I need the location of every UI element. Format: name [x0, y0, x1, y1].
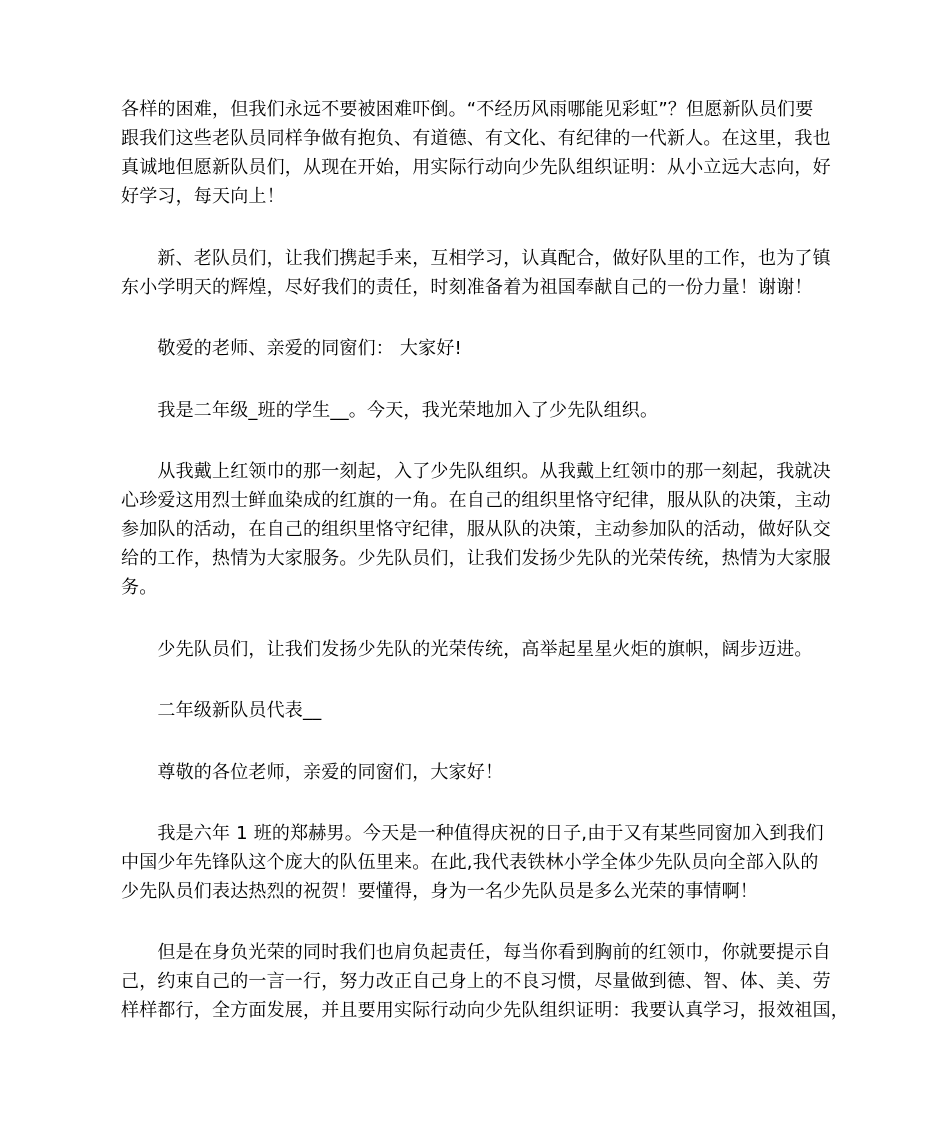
text-line: 从我戴上红领巾的那一刻起，入了少先队组织。从我戴上红领巾的那一刻起，我就决 — [121, 461, 831, 482]
text-line: 东小学明天的辉煌，尽好我们的责任，时刻准备着为祖国奉献自己的一份力量！谢谢！ — [121, 277, 813, 298]
text-line: 给的工作，热情为大家服务。少先队员们，让我们发扬少先队的光荣传统，热情为大家服 — [121, 548, 831, 569]
text-line: 新、老队员们，让我们携起手来，互相学习，认真配合，做好队里的工作，也为了镇 — [121, 248, 831, 269]
text-line: 各样的困难，但我们永远不要被困难吓倒。“不经历风雨哪能见彩虹”？但愿新队员们要 — [121, 99, 814, 120]
text-line: 少先队员们，让我们发扬少先队的光荣传统，高举起星星火炬的旗帜，阔步迈进。 — [121, 639, 813, 660]
text-line: 参加队的活动，在自己的组织里恪守纪律，服从队的决策，主动参加队的活动，做好队交 — [121, 519, 831, 540]
paragraph-7 — [121, 696, 841, 725]
text-line: 尊敬的各位老师，亲爱的同窗们，大家好！ — [121, 762, 504, 783]
paragraph-5 — [121, 457, 841, 602]
text-line: 好学习，每天向上！ — [121, 186, 285, 207]
paragraph-9 — [121, 819, 841, 906]
text-line: 真诚地但愿新队员们，从现在开始，用实际行动向少先队组织证明：从小立远大志向，好 — [121, 157, 831, 178]
text-line: 跟我们这些老队员同样争做有抱负、有道德、有文化、有纪律的一代新人。在这里，我也 — [121, 128, 831, 149]
paragraph-3 — [121, 334, 841, 363]
text-line: 我是六年 1 班的郑赫男。今天是一种值得庆祝的日子,由于又有某些同窗加入到我们 — [121, 823, 824, 844]
text-line: 务。 — [121, 577, 158, 598]
paragraph-4 — [121, 396, 841, 425]
paragraph-10 — [121, 938, 849, 1025]
paragraph-2 — [121, 244, 841, 302]
text-line: 中国少年先锋队这个庞大的队伍里来。在此,我代表铁林小学全体少先队员向全部入队的 — [121, 852, 819, 873]
text-line: 样样都行，全方面发展，并且要用实际行动向少先队组织证明：我要认真学习，报效祖国， — [121, 1000, 849, 1021]
text-line: 心珍爱这用烈士鲜血染成的红旗的一角。在自己的组织里恪守纪律，服从队的决策，主动 — [121, 490, 831, 511]
text-line: 少先队员们表达热烈的祝贺！要懂得，身为一名少先队员是多么光荣的事情啊！ — [121, 881, 758, 902]
paragraph-6 — [121, 635, 841, 664]
paragraph-1 — [121, 95, 841, 211]
text-line: 二年级新队员代表__ — [121, 700, 322, 721]
text-line: 敬爱的老师、亲爱的同窗们： 大家好! — [121, 338, 462, 359]
text-line: 我是二年级_班的学生__。今天，我光荣地加入了少先队组织。 — [121, 400, 659, 421]
text-line: 但是在身负光荣的同时我们也肩负起责任，每当你看到胸前的红领巾，你就要提示自 — [121, 942, 831, 963]
text-line: 己，约束自己的一言一行，努力改正自己身上的不良习惯，尽量做到德、智、体、美、劳 — [121, 971, 831, 992]
paragraph-8 — [121, 758, 841, 787]
